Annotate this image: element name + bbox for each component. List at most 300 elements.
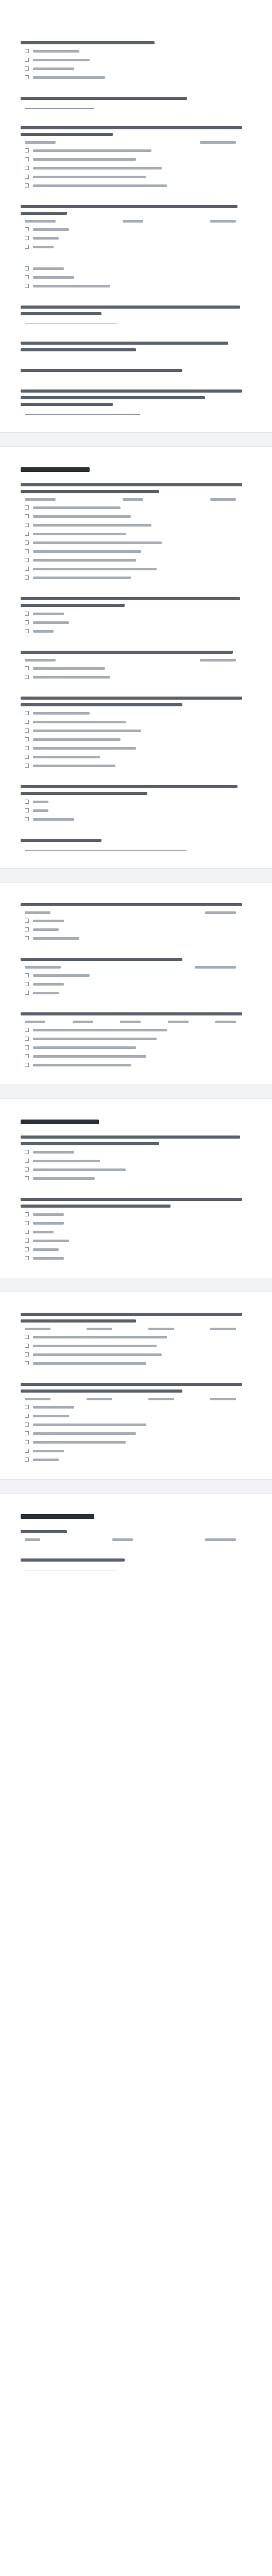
option-text: [33, 1459, 59, 1461]
question-text: [21, 133, 113, 136]
option-text: [33, 524, 151, 527]
option-text: [33, 1240, 69, 1242]
option-text: [33, 1168, 126, 1171]
question-text: [21, 703, 182, 706]
answer-option[interactable]: [25, 49, 251, 53]
question-text: [21, 342, 228, 345]
checkbox[interactable]: [25, 157, 29, 161]
question-text: [21, 651, 233, 654]
answer-option[interactable]: [25, 166, 251, 170]
question-text: [21, 97, 187, 100]
survey-question: [21, 306, 251, 324]
option-text: [33, 1222, 64, 1225]
page-break: [0, 1278, 272, 1292]
answer-option[interactable]: [25, 1431, 251, 1435]
answer-option[interactable]: [25, 1440, 251, 1444]
survey-question: [21, 1012, 251, 1067]
option-text: [33, 765, 115, 767]
answer-option[interactable]: [25, 817, 251, 821]
question-text: [21, 1383, 242, 1386]
answer-option[interactable]: [25, 927, 251, 931]
checkbox[interactable]: [25, 266, 29, 270]
rating-scale: [25, 498, 251, 501]
option-text: [33, 667, 105, 670]
checkbox[interactable]: [25, 148, 29, 152]
survey-question: [21, 1530, 251, 1541]
checkbox[interactable]: [25, 275, 29, 279]
option-text: [33, 1177, 95, 1180]
rating-scale: [25, 911, 251, 914]
checkbox[interactable]: [25, 666, 29, 670]
answer-option[interactable]: [25, 755, 251, 759]
question-text: [21, 1012, 242, 1015]
checkbox[interactable]: [25, 549, 29, 553]
checkbox[interactable]: [25, 927, 29, 931]
checkbox[interactable]: [25, 540, 29, 545]
checkbox[interactable]: [25, 1361, 29, 1365]
option-text: [33, 1029, 167, 1031]
checkbox[interactable]: [25, 514, 29, 518]
question-text: [21, 839, 101, 842]
checkbox[interactable]: [25, 1247, 29, 1251]
answer-option[interactable]: [25, 549, 251, 553]
checkbox[interactable]: [25, 1414, 29, 1418]
checkbox[interactable]: [25, 936, 29, 940]
checkbox[interactable]: [25, 1028, 29, 1032]
section-heading: [21, 467, 90, 472]
question-text: [21, 369, 182, 372]
checkbox[interactable]: [25, 558, 29, 562]
answer-option[interactable]: [25, 1212, 251, 1216]
checkbox[interactable]: [25, 236, 29, 240]
option-text: [33, 506, 121, 509]
answer-option[interactable]: [25, 1221, 251, 1225]
survey-section: [21, 903, 251, 1067]
option-text: [33, 1415, 69, 1417]
question-text: [21, 1319, 136, 1323]
question-text: [21, 306, 240, 309]
question-text: [21, 1558, 125, 1562]
answer-option[interactable]: [25, 58, 251, 62]
question-text: [21, 958, 182, 961]
answer-option[interactable]: [25, 936, 251, 940]
answer-option[interactable]: [25, 540, 251, 545]
checkbox[interactable]: [25, 620, 29, 624]
option-text: [33, 167, 162, 170]
option-text: [33, 1353, 162, 1356]
checkbox[interactable]: [25, 532, 29, 536]
page-break: [0, 1479, 272, 1494]
checkbox[interactable]: [25, 1054, 29, 1058]
checkbox[interactable]: [25, 817, 29, 821]
answer-option[interactable]: [25, 620, 251, 624]
page-break: [0, 1084, 272, 1099]
survey-question: [21, 651, 251, 679]
answer-option[interactable]: [25, 1159, 251, 1163]
question-text: [21, 792, 147, 795]
checkbox[interactable]: [25, 1352, 29, 1357]
checkbox[interactable]: [25, 575, 29, 580]
answer-option[interactable]: [25, 1167, 251, 1172]
answer-option[interactable]: [25, 1344, 251, 1348]
option-text: [33, 630, 54, 633]
rating-scale: [25, 1021, 251, 1023]
survey-question: [21, 342, 251, 351]
answer-option[interactable]: [25, 558, 251, 562]
answer-option[interactable]: [25, 567, 251, 571]
answer-option[interactable]: [25, 720, 251, 724]
question-text: [21, 41, 155, 44]
checkbox[interactable]: [25, 183, 29, 188]
question-text: [21, 126, 242, 129]
checkbox[interactable]: [25, 1212, 29, 1216]
checkbox[interactable]: [25, 58, 29, 62]
answer-option[interactable]: [25, 675, 251, 679]
checkbox[interactable]: [25, 973, 29, 977]
rating-scale: [25, 966, 251, 969]
answer-option[interactable]: [25, 1335, 251, 1339]
answer-line[interactable]: [25, 414, 140, 415]
answer-line[interactable]: [25, 108, 94, 109]
survey-question: [21, 697, 251, 768]
rating-scale: [25, 1328, 251, 1330]
option-text: [33, 676, 110, 679]
option-text: [33, 577, 131, 579]
survey-question: [21, 839, 251, 851]
question-text: [21, 403, 113, 406]
survey-question: [21, 958, 251, 995]
checkbox[interactable]: [25, 764, 29, 768]
answer-option[interactable]: [25, 1037, 251, 1041]
option-text: [33, 285, 110, 287]
checkbox[interactable]: [25, 75, 29, 79]
checkbox[interactable]: [25, 1431, 29, 1435]
answer-option[interactable]: [25, 245, 251, 249]
section-heading: [21, 1514, 94, 1519]
survey-question: [21, 369, 251, 372]
survey-section: [21, 467, 251, 851]
survey-section: [21, 1514, 251, 1570]
answer-option[interactable]: [25, 629, 251, 633]
option-text: [33, 515, 131, 518]
checkbox[interactable]: [25, 991, 29, 995]
option-text: [33, 76, 105, 79]
answer-option[interactable]: [25, 808, 251, 812]
option-text: [33, 1336, 167, 1338]
answer-option[interactable]: [25, 236, 251, 240]
checkbox[interactable]: [25, 728, 29, 733]
answer-option[interactable]: [25, 1028, 251, 1032]
option-text: [33, 1213, 64, 1216]
question-text: [21, 1205, 171, 1208]
question-text: [21, 1142, 159, 1145]
answer-option[interactable]: [25, 266, 251, 270]
option-text: [33, 721, 126, 723]
option-text: [33, 276, 74, 279]
option-text: [33, 738, 121, 741]
question-text: [21, 1389, 182, 1393]
answer-option[interactable]: [25, 612, 251, 616]
question-text: [21, 697, 242, 700]
answer-option[interactable]: [25, 148, 251, 152]
option-text: [33, 533, 126, 535]
survey-question: [21, 1558, 251, 1570]
option-text: [33, 1441, 126, 1444]
option-text: [33, 184, 167, 187]
survey-question: [21, 97, 251, 109]
checkbox[interactable]: [25, 1405, 29, 1409]
option-text: [33, 801, 48, 803]
question-text: [21, 348, 136, 351]
checkbox[interactable]: [25, 755, 29, 759]
option-text: [33, 937, 79, 940]
answer-option[interactable]: [25, 1449, 251, 1453]
checkbox[interactable]: [25, 284, 29, 288]
option-text: [33, 550, 141, 553]
question-text: [21, 312, 101, 315]
question-text: [21, 785, 237, 788]
survey-question: [21, 483, 251, 580]
survey-question: [21, 597, 251, 633]
option-text: [33, 809, 48, 812]
option-text: [33, 568, 157, 570]
checkbox[interactable]: [25, 1176, 29, 1180]
checkbox[interactable]: [25, 1045, 29, 1049]
option-text: [33, 1151, 74, 1154]
question-text: [21, 1136, 240, 1139]
option-text: [33, 1362, 146, 1365]
checkbox[interactable]: [25, 1230, 29, 1234]
option-text: [33, 1248, 59, 1251]
answer-option[interactable]: [25, 711, 251, 715]
question-text: [21, 396, 205, 399]
answer-option[interactable]: [25, 75, 251, 79]
question-text: [21, 205, 237, 208]
answer-option[interactable]: [25, 532, 251, 536]
option-text: [33, 920, 64, 922]
option-text: [33, 1046, 136, 1049]
answer-option[interactable]: [25, 746, 251, 750]
option-text: [33, 1038, 157, 1040]
answer-option[interactable]: [25, 1230, 251, 1234]
answer-option[interactable]: [25, 1176, 251, 1180]
answer-option[interactable]: [25, 275, 251, 279]
answer-option[interactable]: [25, 1352, 251, 1357]
survey-question: [21, 266, 251, 288]
section-heading: [21, 1120, 99, 1124]
option-text: [33, 149, 151, 152]
answer-option[interactable]: [25, 1239, 251, 1243]
answer-option[interactable]: [25, 157, 251, 161]
survey-section: [21, 1313, 251, 1462]
option-text: [33, 974, 90, 977]
option-text: [33, 50, 79, 53]
option-text: [33, 730, 141, 732]
checkbox[interactable]: [25, 800, 29, 804]
checkbox[interactable]: [25, 982, 29, 986]
option-text: [33, 1450, 64, 1452]
checkbox[interactable]: [25, 1167, 29, 1172]
checkbox[interactable]: [25, 1150, 29, 1154]
option-text: [33, 1160, 100, 1162]
rating-scale: [25, 1538, 251, 1541]
answer-option[interactable]: [25, 1458, 251, 1462]
answer-line[interactable]: [25, 850, 186, 851]
option-text: [33, 237, 59, 240]
question-text: [21, 903, 242, 906]
page-break: [0, 432, 272, 447]
option-text: [33, 1423, 146, 1426]
question-text: [21, 389, 242, 393]
survey-question: [21, 785, 251, 821]
survey-question: [21, 41, 251, 79]
answer-option[interactable]: [25, 183, 251, 188]
checkbox[interactable]: [25, 675, 29, 679]
survey-section: [21, 41, 251, 415]
checkbox[interactable]: [25, 612, 29, 616]
checkbox[interactable]: [25, 1449, 29, 1453]
checkbox[interactable]: [25, 1256, 29, 1260]
survey-question: [21, 1313, 251, 1365]
option-text: [33, 992, 59, 994]
checkbox[interactable]: [25, 808, 29, 812]
answer-option[interactable]: [25, 1405, 251, 1409]
checkbox[interactable]: [25, 166, 29, 170]
option-text: [33, 559, 136, 562]
question-text: [21, 1313, 242, 1316]
option-text: [33, 228, 69, 231]
answer-option[interactable]: [25, 1361, 251, 1365]
option-text: [33, 267, 64, 270]
checkbox[interactable]: [25, 1344, 29, 1348]
answer-option[interactable]: [25, 1045, 251, 1049]
checkbox[interactable]: [25, 523, 29, 527]
answer-option[interactable]: [25, 523, 251, 527]
checkbox[interactable]: [25, 1037, 29, 1041]
answer-option[interactable]: [25, 66, 251, 71]
option-text: [33, 176, 146, 178]
option-text: [33, 1406, 74, 1409]
checkbox[interactable]: [25, 629, 29, 633]
option-text: [33, 1231, 54, 1233]
answer-option[interactable]: [25, 737, 251, 741]
checkbox[interactable]: [25, 1239, 29, 1243]
option-text: [33, 67, 74, 70]
option-text: [33, 818, 74, 821]
option-text: [33, 246, 54, 248]
answer-option[interactable]: [25, 227, 251, 231]
checkbox[interactable]: [25, 175, 29, 179]
option-text: [33, 747, 136, 750]
option-text: [33, 983, 64, 986]
option-text: [33, 1055, 146, 1058]
answer-option[interactable]: [25, 1414, 251, 1418]
answer-option[interactable]: [25, 505, 251, 510]
checkbox[interactable]: [25, 49, 29, 53]
survey-question: [21, 389, 251, 415]
checkbox[interactable]: [25, 227, 29, 231]
option-text: [33, 158, 136, 161]
answer-option[interactable]: [25, 1256, 251, 1260]
checkbox[interactable]: [25, 1335, 29, 1339]
question-text: [21, 1198, 242, 1201]
checkbox[interactable]: [25, 1458, 29, 1462]
option-text: [33, 613, 64, 615]
question-text: [21, 604, 125, 607]
rating-scale: [25, 141, 251, 144]
checkbox[interactable]: [25, 1440, 29, 1444]
rating-scale: [25, 659, 251, 662]
option-text: [33, 756, 100, 758]
survey-question: [21, 205, 251, 249]
answer-option[interactable]: [25, 728, 251, 733]
checkbox[interactable]: [25, 711, 29, 715]
answer-option[interactable]: [25, 800, 251, 804]
checkbox[interactable]: [25, 1221, 29, 1225]
answer-option[interactable]: [25, 666, 251, 670]
rating-scale: [25, 220, 251, 223]
option-text: [33, 1064, 131, 1066]
checkbox[interactable]: [25, 1422, 29, 1427]
option-text: [33, 59, 90, 61]
option-text: [33, 1432, 136, 1435]
checkbox[interactable]: [25, 245, 29, 249]
answer-option[interactable]: [25, 973, 251, 977]
answer-option[interactable]: [25, 514, 251, 518]
checkbox[interactable]: [25, 567, 29, 571]
answer-option[interactable]: [25, 982, 251, 986]
survey-question: [21, 1198, 251, 1260]
question-text: [21, 597, 240, 600]
checkbox[interactable]: [25, 720, 29, 724]
answer-option[interactable]: [25, 175, 251, 179]
answer-option[interactable]: [25, 1247, 251, 1251]
option-text: [33, 621, 69, 624]
answer-option[interactable]: [25, 764, 251, 768]
checkbox[interactable]: [25, 737, 29, 741]
option-text: [33, 1257, 64, 1260]
question-text: [21, 212, 67, 215]
checkbox[interactable]: [25, 505, 29, 510]
survey-question: [21, 126, 251, 188]
rating-scale: [25, 1398, 251, 1400]
answer-option[interactable]: [25, 1422, 251, 1427]
checkbox[interactable]: [25, 66, 29, 71]
checkbox[interactable]: [25, 746, 29, 750]
question-text: [21, 490, 159, 493]
page-break: [0, 868, 272, 883]
option-text: [33, 1345, 157, 1347]
answer-option[interactable]: [25, 919, 251, 923]
survey-question: [21, 903, 251, 940]
question-text: [21, 1530, 67, 1533]
option-text: [33, 712, 90, 715]
answer-option[interactable]: [25, 991, 251, 995]
survey-question: [21, 1383, 251, 1462]
checkbox[interactable]: [25, 1159, 29, 1163]
answer-option[interactable]: [25, 1063, 251, 1067]
option-text: [33, 541, 162, 544]
question-text: [21, 483, 242, 486]
checkbox[interactable]: [25, 1063, 29, 1067]
answer-option[interactable]: [25, 1150, 251, 1154]
survey-section: [21, 1120, 251, 1260]
answer-option[interactable]: [25, 1054, 251, 1058]
answer-option[interactable]: [25, 284, 251, 288]
checkbox[interactable]: [25, 919, 29, 923]
answer-option[interactable]: [25, 575, 251, 580]
survey-question: [21, 1136, 251, 1180]
